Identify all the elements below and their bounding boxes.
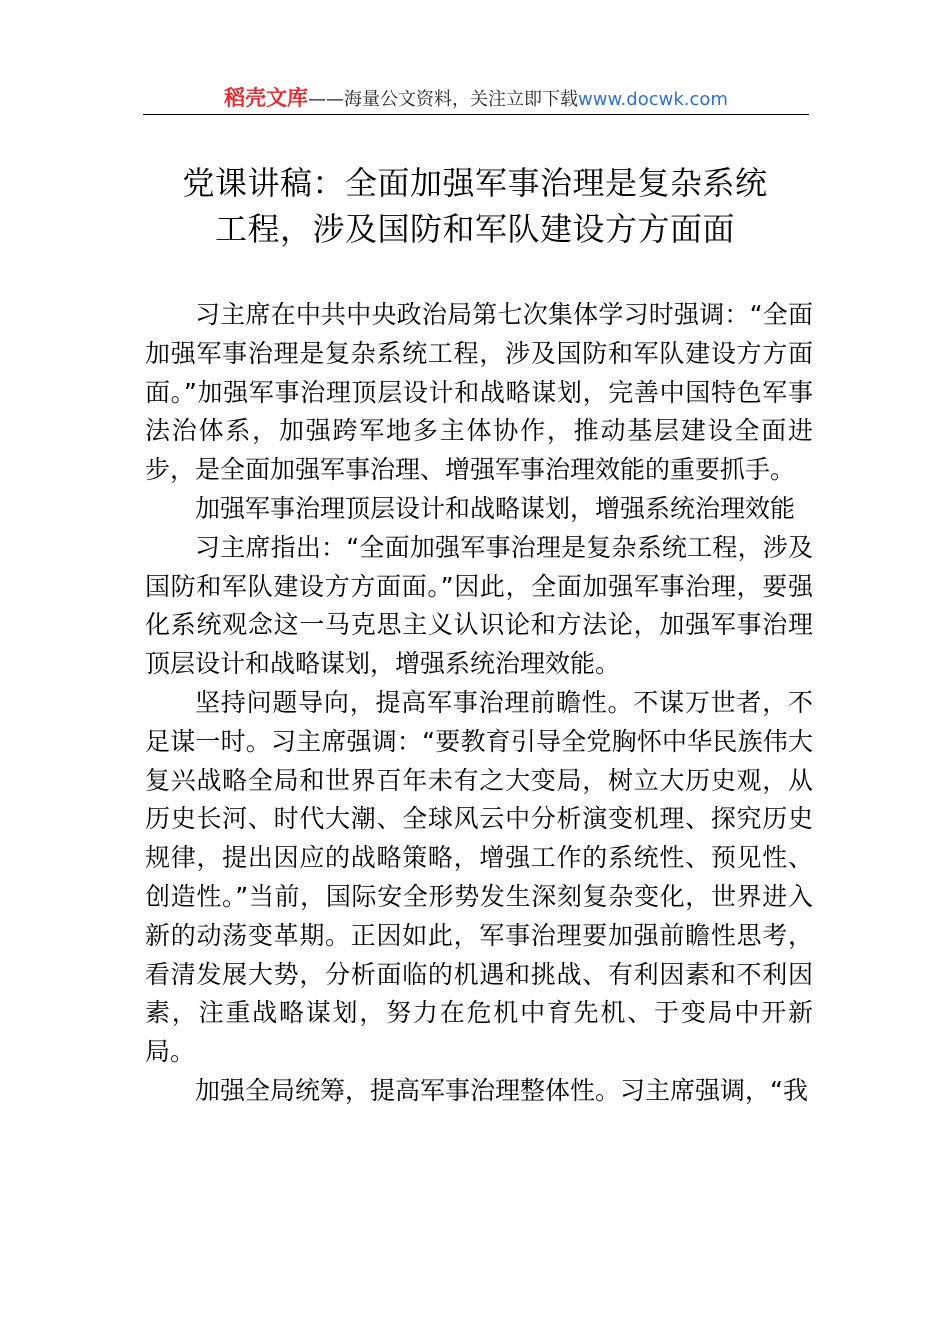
document-title xyxy=(145,160,805,252)
paragraph: 坚持问题导向，提高军事治理前瞻性。不谋万世者，不足谋一时。习主席强调：“要教育引导全党胸怀中华民族伟大复兴战略全局和世界百年未有之大变局，树立大历史观，从历史长河、时代大潮、全球风云中分析演变机理、探究历史规律，提出因应的战略策略，增强工作的系统性、预见性、创造性。”当前，国际安全形势发生深刻复杂变化，世界进入新的动荡变革期。正因如此，军事治理要加强前瞻性思考，看清发展大势，分析面临的机遇和挑战、有利因素和不利因素，注重战略谋划，努力在危机中育先机、于变局中开新局。 xyxy=(145,687,813,1067)
paragraph-intro: 习主席在中共中央政治局第七次集体学习时强调：“全面加强军事治理是复杂系统工程，涉及国防和军队建设方方面面。”加强军事治理顶层设计和战略谋划，完善中国特色军事法治体系，加强跨军地多主体协作，推动基层建设全面进步，是全面加强军事治理、增强军事治理效能的重要抓手。 xyxy=(145,300,813,485)
document-body xyxy=(145,296,813,1111)
site-url-link[interactable]: www.docwk.com xyxy=(578,89,728,110)
paragraph: 习主席指出：“全面加强军事治理是复杂系统工程，涉及国防和军队建设方方面面。”因此，全面加强军事治理，要强化系统观念这一马克思主义认识论和方法论，加强军事治理顶层设计和战略谋划，增强系统治理效能。 xyxy=(145,532,813,679)
paragraph: 加强全局统筹，提高军事治理整体性。习主席强调，“我 xyxy=(195,1075,808,1105)
header-slogan: ——海量公文资料，关注立即下载 xyxy=(308,89,579,110)
brand-name[interactable]: 稻壳文库 xyxy=(224,86,309,110)
header-divider xyxy=(143,114,809,115)
title-line-1: 党课讲稿：全面加强军事治理是复杂系统 xyxy=(182,164,768,202)
section-heading: 加强军事治理顶层设计和战略谋划，增强系统治理效能 xyxy=(195,493,796,523)
title-line-2: 工程，涉及国防和军队建设方方面面 xyxy=(214,210,735,248)
page-header xyxy=(143,84,809,114)
